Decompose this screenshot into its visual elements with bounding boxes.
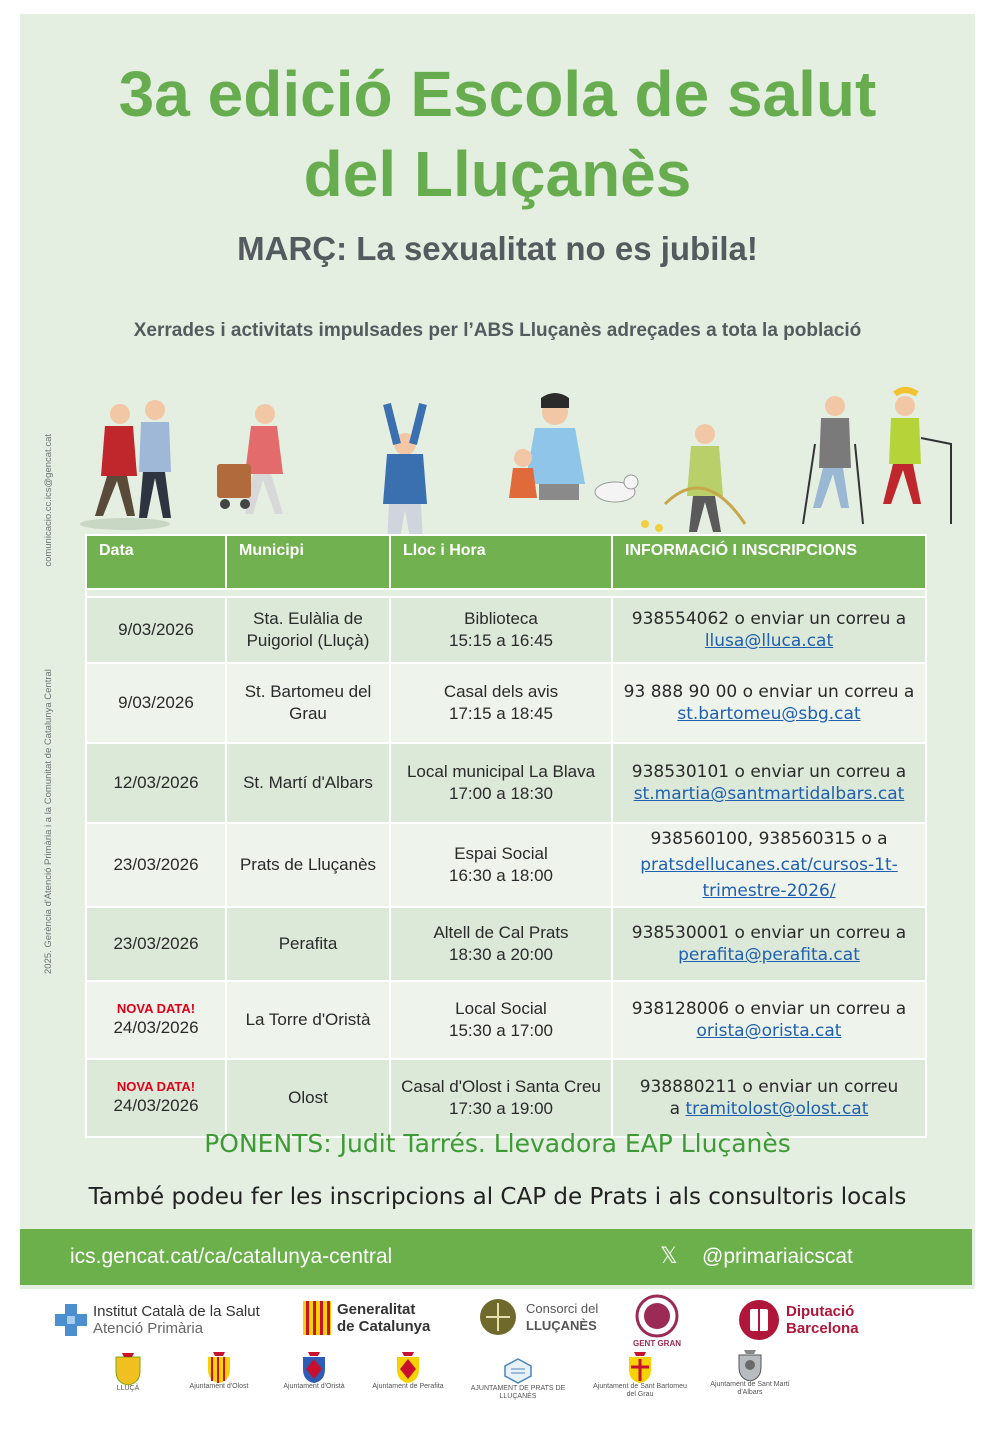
- spacer-cell: [86, 589, 926, 597]
- lloc-name: Espai Social: [454, 844, 548, 863]
- consorci-line1: Consorci del: [526, 1301, 599, 1316]
- lloc-cell: [390, 1059, 612, 1137]
- ics-cross-icon: [55, 1304, 87, 1336]
- info-cell: [612, 597, 926, 663]
- lloc-cell: [390, 823, 612, 907]
- consorci-line2: LLUÇANÈS: [526, 1318, 597, 1333]
- lluca-label: LLUÇÀ: [116, 1385, 140, 1392]
- municipi-cell: La Torre d'Oristà: [226, 981, 390, 1059]
- sant-marti-logo: [710, 1349, 790, 1397]
- lluca-shield-icon: [114, 1351, 142, 1385]
- date-cell: 12/03/2026: [86, 743, 226, 823]
- email-link[interactable]: orista@orista.cat: [696, 1021, 842, 1041]
- olost-logo: [183, 1351, 255, 1391]
- table-row: [86, 1059, 926, 1137]
- woman-with-child-and-dog-figure: [509, 393, 638, 502]
- gent-gran-label: GENT GRAN: [633, 1339, 681, 1348]
- lloc-name: Biblioteca: [464, 609, 538, 628]
- table-row: [86, 907, 926, 981]
- title-line-2: del Lluçanès: [303, 138, 692, 210]
- lloc-name: Casal dels avis: [443, 682, 559, 701]
- table-row: [86, 981, 926, 1059]
- hora: 16:30 a 18:00: [449, 866, 553, 885]
- consorci-logo: [478, 1297, 598, 1337]
- municipi-cell: St. Bartomeu del Grau: [226, 663, 390, 743]
- info-text: 938128006 o enviar un correu a: [631, 999, 907, 1019]
- sant-marti-shield-icon: [736, 1349, 764, 1381]
- date-cell: 23/03/2026: [86, 907, 226, 981]
- info-prefix: a: [669, 1099, 681, 1119]
- date-cell: [86, 1059, 226, 1137]
- lluca-logo: [108, 1351, 148, 1393]
- lloc-cell: [390, 663, 612, 743]
- prats-label: AJUNTAMENT DE PRATS DE LLUÇANÈS: [470, 1385, 566, 1400]
- footer-url-link[interactable]: ics.gencat.cat/ca/catalunya-central: [70, 1245, 393, 1268]
- sant-bartomeu-logo: [590, 1351, 690, 1399]
- perafita-label: Ajuntament de Perafita: [372, 1383, 444, 1390]
- table-row: [86, 597, 926, 663]
- municipi-cell: Sta. Eulàlia de Puigoriol (Lluçà): [226, 597, 390, 663]
- table-spacer: [86, 589, 926, 597]
- header-lloc-hora: Lloc i Hora: [390, 535, 612, 589]
- lloc-name: Casal d'Olost i Santa Creu: [401, 1077, 601, 1096]
- side-note: [43, 434, 54, 974]
- date-text: 24/03/2026: [113, 1018, 199, 1037]
- date-cell: 23/03/2026: [86, 823, 226, 907]
- poster-intro: Xerrades i activitats impulsades per l’ABS Lluçanès adreçades a tota la població: [133, 320, 862, 341]
- hora: 15:30 a 17:00: [449, 1021, 553, 1040]
- info-cell: [612, 663, 926, 743]
- nova-data-badge: NOVA DATA!: [116, 1001, 196, 1016]
- sant-bartomeu-label: Ajuntament de Sant Bartomeu del Grau: [593, 1383, 687, 1398]
- email-link[interactable]: st.martia@santmartidalbars.cat: [633, 784, 905, 804]
- side-note-left: 2025. Gerència d'Atenció Primària i a la Comunitat de Catalunya Central: [43, 669, 54, 974]
- senyera-icon: [303, 1301, 331, 1335]
- hora: 15:15 a 16:45: [449, 631, 553, 650]
- gen-line1: Generalitat: [337, 1301, 416, 1318]
- info-text: 93 888 90 00 o enviar un correu a: [623, 682, 915, 702]
- municipi-cell: St. Martí d'Albars: [226, 743, 390, 823]
- info-text: 938554062 o enviar un correu a: [631, 609, 907, 629]
- diputacio-shield-icon: [738, 1299, 780, 1341]
- poster-subtitle: MARÇ: La sexualitat no es jubila!: [237, 230, 758, 267]
- sant-bartomeu-shield-icon: [627, 1351, 653, 1383]
- x-logo-icon: 𝕏: [660, 1243, 678, 1268]
- consorci-leaf-icon: [478, 1297, 518, 1337]
- hora: 17:30 a 19:00: [449, 1099, 553, 1118]
- perafita-shield-icon: [395, 1351, 421, 1383]
- date-text: 24/03/2026: [113, 1096, 199, 1115]
- dip-line2: Barcelona: [786, 1320, 859, 1337]
- elderly-illustration: [75, 384, 955, 549]
- shopping-cart-figure: [217, 404, 283, 514]
- sponsor-logos: [20, 1289, 975, 1416]
- info-cell: [612, 907, 926, 981]
- info-text: 938560100, 938560315 o a: [650, 829, 888, 849]
- email-link[interactable]: llusa@lluca.cat: [704, 631, 834, 651]
- info-cell: [612, 743, 926, 823]
- municipi-cell: Prats de Lluçanès: [226, 823, 390, 907]
- inscripcions-note: També podeu fer les inscripcions al CAP de Prats i als consultoris locals: [88, 1184, 907, 1210]
- generalitat-logo: [303, 1301, 430, 1335]
- sant-marti-label: Ajuntament de Sant Martí d'Albars: [710, 1381, 790, 1396]
- table-row: [86, 663, 926, 743]
- date-cell: 9/03/2026: [86, 663, 226, 743]
- email-link[interactable]: perafita@perafita.cat: [678, 945, 860, 965]
- footer-bar: [20, 1229, 972, 1285]
- gent-gran-emblem-icon: [632, 1293, 682, 1339]
- info-text: 938530101 o enviar un correu a: [631, 762, 907, 782]
- poster-title: [20, 54, 975, 214]
- info-cell: [612, 823, 926, 907]
- ics-subname: Atenció Primària: [93, 1320, 204, 1337]
- olost-shield-icon: [206, 1351, 232, 1383]
- orista-logo: [278, 1351, 350, 1391]
- olost-label: Ajuntament d'Olost: [189, 1383, 249, 1390]
- lloc-name: Local municipal La Blava: [406, 762, 596, 781]
- lloc-cell: [390, 981, 612, 1059]
- gent-gran-logo: [632, 1293, 682, 1348]
- municipi-cell: Perafita: [226, 907, 390, 981]
- dip-line1: Diputació: [786, 1303, 855, 1320]
- lloc-name: Altell de Cal Prats: [433, 923, 569, 942]
- table-row: [86, 823, 926, 907]
- perafita-logo: [370, 1351, 446, 1391]
- orista-label: Ajuntament d'Oristà: [283, 1383, 345, 1390]
- info-cell: [612, 981, 926, 1059]
- diputacio-logo: [738, 1299, 859, 1341]
- gen-line2: de Catalunya: [337, 1318, 431, 1335]
- nordic-walking-couple-figure: [803, 390, 951, 524]
- events-table: [85, 534, 927, 1138]
- footer-social-handle[interactable]: @primariaicscat: [702, 1245, 853, 1268]
- hora: 17:15 a 18:45: [449, 704, 553, 723]
- orista-shield-icon: [301, 1351, 327, 1383]
- info-text: 938880211 o enviar un correu: [639, 1077, 899, 1097]
- hora: 17:00 a 18:30: [449, 784, 553, 803]
- hora: 18:30 a 20:00: [449, 945, 553, 964]
- ics-logo: [55, 1303, 260, 1337]
- side-note-right: comunicacio.cc.ics@gencat.cat: [43, 434, 54, 567]
- lloc-name: Local Social: [455, 999, 547, 1018]
- stretching-figure: [383, 404, 427, 544]
- header-data: Data: [86, 535, 226, 589]
- info-cell: [612, 1059, 926, 1137]
- email-link[interactable]: tramitolost@olost.cat: [685, 1099, 869, 1119]
- header-municipi: Municipi: [226, 535, 390, 589]
- date-cell: 9/03/2026: [86, 597, 226, 663]
- ponents-line: PONENTS: Judit Tarrés. Llevadora EAP Lluçanès: [204, 1129, 791, 1158]
- prats-logo: [468, 1357, 568, 1401]
- title-line-1: 3a edició Escola de salut: [118, 58, 877, 130]
- walking-couple-figure: [80, 400, 171, 530]
- municipi-cell: Olost: [226, 1059, 390, 1137]
- ics-name: Institut Català de la Salut: [93, 1303, 260, 1320]
- info-text: 938530001 o enviar un correu a: [631, 923, 907, 943]
- gardener-figure: [641, 424, 745, 532]
- poster: [20, 14, 975, 1416]
- prats-emblem-icon: [502, 1357, 534, 1385]
- lloc-cell: [390, 597, 612, 663]
- email-link[interactable]: st.bartomeu@sbg.cat: [677, 704, 861, 724]
- table-header-row: [86, 535, 926, 589]
- header-informacio: INFORMACIÓ I INSCRIPCIONS: [612, 535, 926, 589]
- nova-data-badge: NOVA DATA!: [116, 1079, 196, 1094]
- table-row: [86, 743, 926, 823]
- lloc-cell: [390, 907, 612, 981]
- web-link[interactable]: pratsdellucanes.cat/cursos-1t-trimestre-2026/: [640, 855, 898, 901]
- lloc-cell: [390, 743, 612, 823]
- date-cell: [86, 981, 226, 1059]
